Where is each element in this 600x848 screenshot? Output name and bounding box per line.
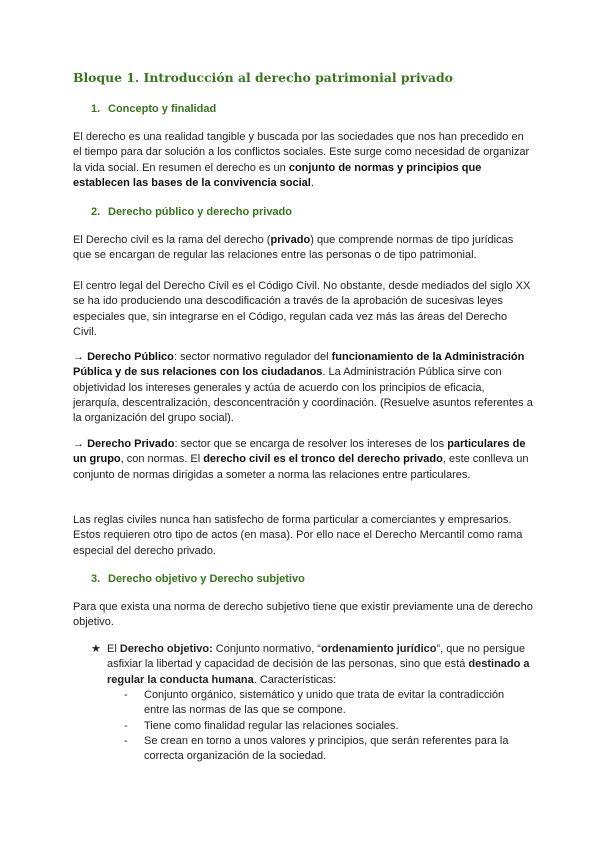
dash-bullet: - — [124, 689, 128, 701]
text-run: El derecho es una realidad tangible y buscada por las sociedades que nos han precedido en el tiempo para dar solución a los conflictos sociales. Este surge como necesidad de organizar la vida social. En resumen el derecho es un — [73, 131, 530, 174]
list-item — [124, 734, 524, 765]
paragraph-concepto — [73, 130, 533, 191]
text-run: ”, que no persigue asfixiar la libertad y capacidad de decisión de las personas, sino que está — [107, 643, 526, 671]
text-run: . Características: — [253, 673, 337, 686]
section-heading-2 — [91, 206, 292, 218]
section-number: 1. — [91, 103, 101, 115]
section-title: Derecho objetivo y Derecho subjetivo — [108, 573, 305, 585]
list-item — [124, 719, 524, 734]
bold-run: derecho civil es el tronco del derecho privado — [203, 453, 443, 466]
star-icon: ★ — [91, 643, 101, 655]
paragraph-norma-subjetivo: Para que exista una norma de derecho subjetivo tiene que existir previamente una de derecho objetivo. — [73, 601, 533, 629]
dash-bullet: - — [124, 719, 128, 732]
text-run: El Derecho civil es la rama del derecho ( — [73, 234, 271, 246]
section-title: Concepto y finalidad — [108, 103, 217, 115]
text-run: El — [107, 643, 120, 655]
page-title: Bloque 1. Introducción al derecho patrimonial privado — [73, 70, 453, 85]
section-heading-3 — [91, 573, 305, 585]
list-item — [124, 688, 524, 719]
section-heading-1 — [91, 103, 216, 115]
list-item-text: Tiene como finalidad regular las relaciones sociales. — [144, 719, 399, 732]
text-run: , con normas. El — [120, 453, 204, 466]
section-title: Derecho público y derecho privado — [108, 206, 292, 218]
text-run: : sector que se encarga de resolver los intereses de los — [174, 438, 448, 450]
paragraph-centro-legal: El centro legal del Derecho Civil es el Código Civil. No obstante, desde mediados del siglo XX se ha ido produciendo una descodificación a través de la aprobación de sucesivas leyes especiales que, sin integrarse en el Código, regulan cada vez más las áreas del Derecho Civil. — [73, 280, 531, 338]
paragraph-reglas-civiles: Las reglas civiles nunca han satisfecho de forma particular a comerciantes y empresarios. Estos requieren otro tipo de actos (en masa). Por ello nace el Derecho Mercantil como rama especial del derecho privado. — [73, 514, 523, 557]
bold-run: Derecho Privado — [87, 438, 175, 450]
bold-run: privado — [270, 234, 311, 246]
section-number: 3. — [91, 573, 101, 585]
bold-run: ordenamiento jurídico — [320, 643, 437, 655]
bullet-derecho-objetivo — [91, 642, 547, 688]
dash-bullet: - — [124, 734, 128, 747]
arrow-icon: → — [73, 438, 84, 450]
bold-run: destinado a regular la conducta humana — [107, 658, 530, 686]
bold-run: funcionamiento de la Administración Pública y de sus relaciones con los ciudadanos — [73, 351, 525, 379]
paragraph-derecho-publico — [73, 350, 533, 426]
characteristics-list — [124, 688, 524, 764]
paragraph-derecho-privado — [73, 437, 533, 483]
section-number: 2. — [91, 206, 101, 218]
list-item-text: Se crean en torno a unos valores y principios, que serán referentes para la correcta organización de la sociedad. — [144, 734, 509, 763]
text-run: . — [310, 176, 314, 189]
text-run: : sector normativo regulador del — [173, 351, 332, 363]
paragraph-derecho-civil — [73, 233, 533, 264]
arrow-icon: → — [73, 351, 84, 363]
list-item-text: Conjunto orgánico, sistemático y unido que trata de evitar la contradicción entre las normas de las que se compone. — [144, 689, 505, 717]
bold-run: Derecho objetivo: — [119, 643, 213, 655]
text-run: Conjunto normativo, “ — [212, 643, 321, 655]
bold-run: particulares de un grupo — [73, 438, 526, 466]
bold-run: Derecho Público — [87, 351, 174, 363]
text-run: , este conlleva un conjunto de normas dirigidas a someter a norma las relaciones entre particulares. — [73, 453, 529, 481]
bold-run: conjunto de normas y principios que establecen las bases de la convivencia social — [73, 161, 482, 189]
text-run: ) que comprende normas de tipo jurídicas que se encargan de regular las relaciones entre las personas o de tipo patrimonial. — [73, 234, 514, 262]
text-run: . La Administración Pública sirve con objetividad los intereses generales y actúa de acuerdo con los principios de eficacia, jerarquía, descentralización, desconcentración y coordinación. (Resuelve asuntos referentes a la organización del grupo social). — [73, 366, 533, 425]
